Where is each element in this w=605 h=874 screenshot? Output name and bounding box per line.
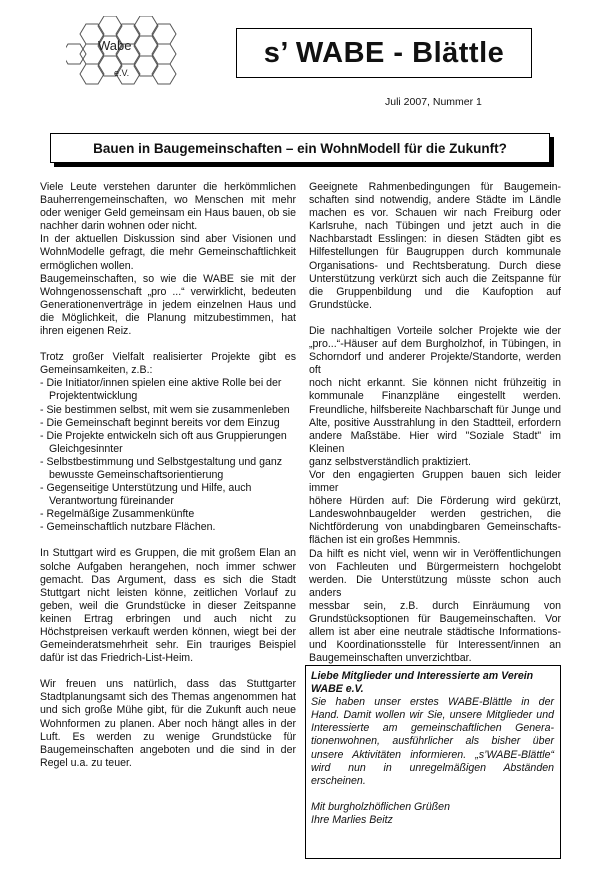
text-line: und sich große Mühe gibt, für die Zukunft auch neue [40, 704, 296, 717]
text-line: Karlsruhe, nach Tübingen und jetzt auch in die [309, 220, 561, 233]
text-line: Organisations- und Rechtsberatung. Durch diese [309, 259, 561, 272]
text-line: allem ist aber eine neutrale städtische Informations- [309, 626, 561, 639]
text-line: Gemeinderatsmehrheit sehr. Ein trauriges Beispiel [40, 639, 296, 652]
text-line: Bauherrengemeinschaften, wo Menschen mit mehr [40, 194, 296, 207]
text-line: schaften sind notwendig, andere Städte im Ländle [309, 194, 561, 207]
text-line: keinen Ertrag erbringen und auch nicht zu [40, 612, 296, 625]
text-line: Wir freuen uns natürlich, dass das Stuttgarter [40, 678, 296, 691]
list-item: - Regelmäßige Zusammenkünfte [40, 508, 195, 521]
wabe-logo [66, 16, 182, 90]
text-line: ganz selbstverständlich praktiziert. [309, 455, 471, 468]
text-line: Stadtplanungsamt sich des Themas angenommen hat [40, 691, 296, 704]
text-line: Nichtförderung von unabdingbaren Gemeinschafts- [309, 521, 561, 534]
text-line: In der aktuellen Diskussion sind aber Visionen und [40, 233, 296, 246]
headline-box [50, 133, 550, 163]
text-line: Gemeinsamkeiten, z.B.: [40, 364, 153, 377]
notice-line: Sie haben unser erstes WABE-Blättle in der [311, 696, 554, 709]
text-line: kommunale Finanzpläne eingestellt werden. [309, 390, 561, 403]
text-line: ihren eigenen Reiz. [40, 325, 132, 338]
text-line: ermöglichen wollen. [40, 259, 134, 272]
text-line: nachher darin wohnen oder nicht. [40, 220, 198, 233]
text-line: dafür ist das Friedrich-List-Heim. [40, 652, 194, 665]
text-line: von Fachleuten und Bürgermeistern hochgelobt [309, 560, 561, 573]
notice-line: Hand. Damit wollen wir Sie, unsere Mitglieder und [311, 709, 554, 722]
right-column [309, 181, 561, 665]
text-line: höhere Hürden auf: Die Förderung wird gekürzt, [309, 495, 561, 508]
text-line: flächen ist ein großes Hemmnis. [309, 534, 461, 547]
text-line: Die nachhaltigen Vorteile solcher Projekte wie der [309, 324, 561, 337]
text-line: Hilfestellungen für Baugruppen durch kommunale [309, 246, 561, 259]
text-line: Alte, positive Ausstrahlung in den Stadtteil, erfordern [309, 416, 561, 429]
notice-line: tionenwohnen, ausführlicher als bisher über [311, 735, 554, 748]
text-line: Geeignete Rahmenbedingungen für Baugemein- [309, 181, 561, 193]
text-line: Vor den engagierten Gruppen bauen sich leider immer [309, 468, 561, 495]
notice-heading-line: Liebe Mitglieder und Interessierte am Verein [311, 670, 534, 682]
text-line: Landeswohnbaugelder werden gestrichen, die [309, 508, 561, 521]
left-column [40, 181, 296, 770]
text-line: machen es vor. Schauen wir nach Freiburg oder [309, 207, 561, 220]
text-line: „pro...“-Häuser auf dem Burgholzhof, in Tübingen, in [309, 338, 561, 351]
notice-closing: Mit burgholzhöflichen Grüßen [311, 800, 450, 813]
text-line: andere Maßstäbe. Hier wird "Soziale Stadt" im Kleinen [309, 429, 561, 455]
text-line: werden. Die Unterstützung müsste schon auch anders [309, 573, 561, 599]
text-line: Baugemeinschaften unverzichtbar. [309, 652, 472, 665]
notice-line: Interessierte am gemeinschaftlichen Genera- [311, 722, 554, 735]
text-line: Unterstützung verkürzt sich auch die Zeitspanne für [309, 272, 561, 285]
text-line: und Koordinationsstelle für Interessent/innen an [309, 639, 561, 652]
text-line: Viele Leute verstehen darunter die herkömmlichen [40, 181, 296, 193]
text-line: Da hilft es nicht viel, wenn wir in Veröffentlichungen [309, 547, 561, 560]
text-line: Schorndorf und anderer Projekte/Standorte, werden oft [309, 351, 561, 377]
text-line: gemacht. Das Argument, dass es sich die Stadt [40, 573, 296, 586]
text-line: Freundliche, hilfsbereite Nachbarschaft für Junge und [309, 403, 561, 416]
notice-line: erscheinen. [311, 774, 366, 787]
logo-suffix: e.V. [114, 68, 130, 78]
text-line: geben, weil die Grundstücke in dieser Zeitspanne [40, 599, 296, 612]
text-line: die Möglichkeit, die Planung mitzubestimmen, hat [40, 311, 296, 324]
text-line: Nachbarstadt Esslingen: in diesen Städten gibt es [309, 233, 561, 246]
text-line: oder weniger Geld gemeinsam ein Haus bauen, ob sie [40, 207, 296, 220]
list-item: - Die Initiator/innen spielen eine aktive Rolle bei der [40, 377, 282, 390]
list-item: - Gegenseitige Unterstützung und Hilfe, auch [40, 482, 252, 495]
list-item: - Die Gemeinschaft beginnt bereits vor dem Einzug [40, 416, 280, 429]
honeycomb-icon [66, 16, 182, 90]
notice-heading-line: WABE e.V. [311, 683, 364, 696]
notice-line: unsere Aktivitäten informieren. „s’WABE-Blättle“ [311, 748, 554, 761]
list-item-cont: Projektentwicklung [49, 390, 138, 403]
text-line: Grundstücke. [309, 298, 373, 311]
list-item: - Selbstbestimmung und Selbstgestaltung und ganz [40, 455, 283, 468]
text-line: Grundstücksoptionen für Baugemeinschaften. Vor [309, 613, 561, 625]
text-line: Luft. Es werden zu wenige Grundstücke für [40, 730, 296, 743]
text-line: Regel u.a. zu teuer. [40, 756, 132, 769]
notice-line: wird nun in unregelmäßigen Abständen [311, 761, 554, 774]
newsletter-title-box [236, 28, 532, 78]
text-line: Generationenverträge in jedem einzelnen Haus und [40, 298, 296, 311]
newsletter-title: s’ WABE - Blättle [263, 36, 505, 69]
text-line: Baugemeinschaften angeboten und die sind in der [40, 743, 296, 756]
text-line: noch nicht erkannt. Sie können nicht frühzeitig in [309, 377, 561, 390]
notice-signature: Ihre Marlies Beitz [311, 813, 393, 826]
text-line: In Stuttgart wird es Gruppen, die mit großem Elan an [40, 547, 296, 560]
text-line: Wohngenossenschaft „pro ...“ verwirklicht, bedeuten [40, 285, 296, 298]
headline: Bauen in Baugemeinschaften – ein WohnModell für die Zukunft? [93, 140, 507, 156]
list-item-cont: Gleichgesinnter [49, 442, 123, 455]
text-line: Wohnformen zu planen. Aber noch hängt alles in der [40, 717, 296, 730]
list-item: - Sie bestimmen selbst, mit wem sie zusammenleben [40, 403, 290, 416]
text-line: messbar sein, z.B. durch Einräumung von [309, 599, 561, 612]
text-line: WohnModelle gefragt, die mehr Gemeinschaftlichkeit [40, 246, 296, 259]
text-line: Trotz großer Vielfalt realisierter Projekte gibt es [40, 351, 296, 364]
list-item: - Gemeinschaftlich nutzbare Flächen. [40, 521, 216, 534]
text-line: die Gruppenbildung und die Kaufoption auf [309, 285, 561, 298]
list-item-cont: bewusste Gemeinschaftsorientierung [49, 468, 224, 481]
text-line: Höchstpreisen verkauft werden können, wiegt bei der [40, 626, 296, 638]
text-line: solche Aufgaben herangehen, noch immer schwer [40, 560, 296, 573]
list-item: - Die Projekte entwickeln sich oft aus Gruppierungen [40, 429, 287, 442]
list-item-cont: Verantwortung füreinander [49, 495, 174, 508]
text-line: Stuttgart nicht leisten könne, zeitlichen Vorlauf zu [40, 586, 296, 599]
logo-name: Wabe [98, 38, 132, 53]
text-line: Baugemeinschaften, so wie die WABE sie mit der [40, 272, 296, 285]
member-notice-box [305, 665, 561, 859]
issue-date: Juli 2007, Nummer 1 [385, 96, 482, 108]
